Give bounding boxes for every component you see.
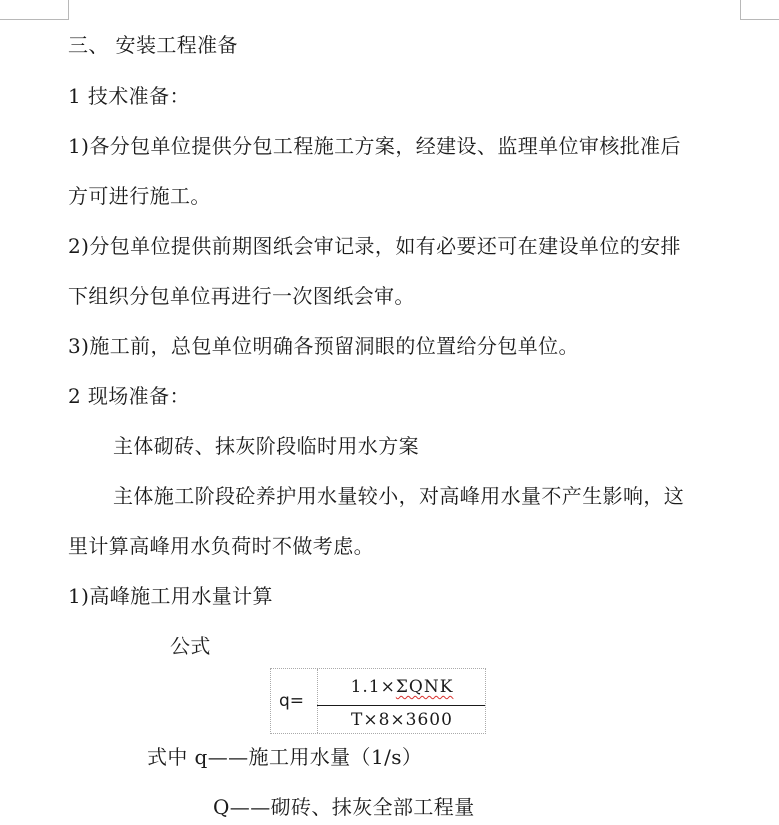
page-corner-mark-top-left: [0, 0, 69, 20]
formula-denominator: T×8×3600: [351, 710, 453, 730]
technical-preparation-heading: 1 技术准备：: [68, 84, 190, 108]
formula-numerator-prefix: 1.1×: [350, 677, 396, 697]
site-preparation-heading: 2 现场准备：: [68, 384, 190, 408]
section-heading: 三、 安装工程准备: [68, 33, 238, 57]
formula-lhs: q=: [279, 691, 305, 711]
paragraph-line-2: 里计算高峰用水负荷时不做考虑。: [68, 534, 374, 558]
item-3: 3)施工前，总包单位明确各预留洞眼的位置给分包单位。: [68, 334, 579, 358]
item-2-line-2: 下组织分包单位再进行一次图纸会审。: [68, 284, 415, 308]
item-1-line-2: 方可进行施工。: [68, 184, 211, 208]
fraction-bar: [317, 705, 485, 706]
page-corner-mark-top-right: [740, 0, 779, 20]
item-1-line-1: 1)各分包单位提供分包工程施工方案，经建设、监理单位审核批准后: [68, 134, 681, 158]
calculation-heading: 1)高峰施工用水量计算: [68, 584, 273, 608]
q-definition-line: Q——砌砖、抹灰全部工程量: [213, 795, 475, 819]
formula-table: [270, 668, 486, 734]
where-line: 式中 q——施工用水量（1/s）: [147, 745, 423, 769]
formula-label: 公式: [170, 634, 211, 658]
formula-numerator-sigma-term: ΣQNK: [395, 677, 454, 697]
scheme-title: 主体砌砖、抹灰阶段临时用水方案: [113, 434, 419, 458]
item-2-line-1: 2)分包单位提供前期图纸会审记录，如有必要还可在建设单位的安排: [68, 234, 681, 258]
formula-numerator: [317, 677, 487, 697]
paragraph-line-1: 主体施工阶段砼养护用水量较小，对高峰用水量不产生影响，这: [113, 484, 685, 508]
